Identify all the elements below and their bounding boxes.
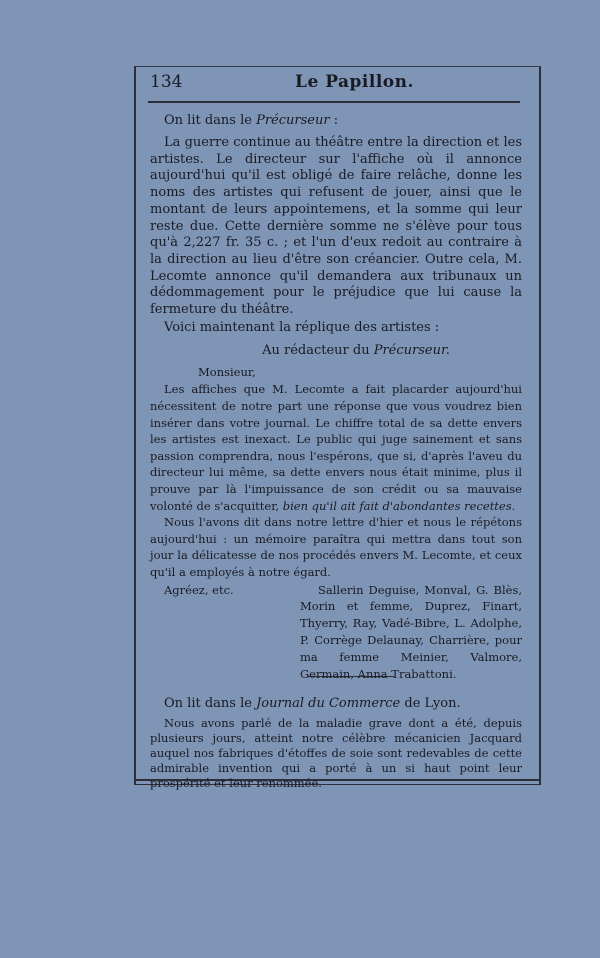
letter-paragraph-1: [150, 381, 522, 514]
letter-salutation: Monsieur,: [198, 365, 256, 380]
article2-paragraph: Nous avons parlé de la maladie grave dont a été, depuis plusieurs jours, atteint notre célèbre mécanicien Jacquard auquel nos fabriques d'étoffes de soie sont redevables de cette admirable invention qui a porté à un si haut point leur prospérité et leur renommée.: [150, 715, 522, 791]
header-rule: [148, 101, 520, 103]
article2-intro: [164, 695, 522, 712]
letter-signatures: Sallerin Deguise, Monval, G. Blès, Morin et femme, Duprez, Finart, Thyerry, Ray, Vadé-Bibre, L. Adolphe, P. Corrège Delaunay, Charrière, pour ma femme Meinier, Valmore, Germain, Anna Trabattoni.: [300, 582, 522, 681]
page-header: [150, 72, 522, 96]
letter-closing: Agréez, etc.: [164, 582, 234, 597]
article1-intro-prefix: On lit dans le: [164, 113, 257, 128]
page-content: [150, 112, 522, 792]
article1-source: Précurseur: [256, 113, 330, 128]
article1-intro: [164, 112, 522, 129]
letter-heading-source: Précurseur.: [373, 343, 450, 359]
article2-source: Journal du Commerce: [256, 695, 401, 711]
letter-heading: [150, 342, 522, 360]
article1-paragraph: La guerre continue au théâtre entre la direction et les artistes. Le directeur sur l'affiche où il annonce aujourd'hui qu'il est obligé de faire relâche, donne les noms des artistes qui refusent de jouer, ainsi que le montant de leurs appointemens, et la somme qui leur reste due. Cette dernière somme ne s'élève pour tous qu'à 2,227 fr. 35 c. ; et l'un d'eux redoit au contraire à la direction au lieu d'être son créancier. Outre cela, M. Lecomte annonce qu'il demandera aux tribunaux un dédommagement pour le préjudice que lui cause la fermeture du théâtre.: [150, 135, 522, 318]
running-title: Le Papillon.: [295, 72, 414, 92]
letter-heading-prefix: Au rédacteur du: [262, 343, 374, 359]
letter-paragraph-1-italic: bien qu'il ait fait d'abondantes recettes.: [282, 498, 516, 513]
page-number: 134: [150, 72, 183, 92]
signature-block: [150, 582, 522, 681]
letter-paragraph-1-main: Les affiches que M. Lecomte a fait placarder aujourd'hui nécessitent de notre part une réponse que vous voudrez bien insérer dans votre journal. Le chiffre total de sa dette envers les artistes est inexact. Le public qui juge sainement et sans passion comprendra, nous l'espérons, que si, d'après l'aveu du directeur lui même, sa dette envers nous était minime, plus il prouve par là l'impuissance de son crédit ou sa mauvaise volonté de s'acquitter,: [150, 382, 522, 513]
article2-intro-prefix: On lit dans le: [164, 695, 257, 711]
article1-transition: Voici maintenant la réplique des artistes :: [164, 319, 440, 335]
letter-paragraph-2: Nous l'avons dit dans notre lettre d'hier et nous le répétons aujourd'hui : un mémoire paraîtra qui mettra dans tout son jour la délicatesse de nos procédés envers M. Lecomte, et ceux qu'il a employés à notre égard.: [150, 515, 522, 579]
article2-intro-suffix: de Lyon.: [400, 695, 461, 711]
article1-intro-suffix: :: [329, 113, 339, 128]
